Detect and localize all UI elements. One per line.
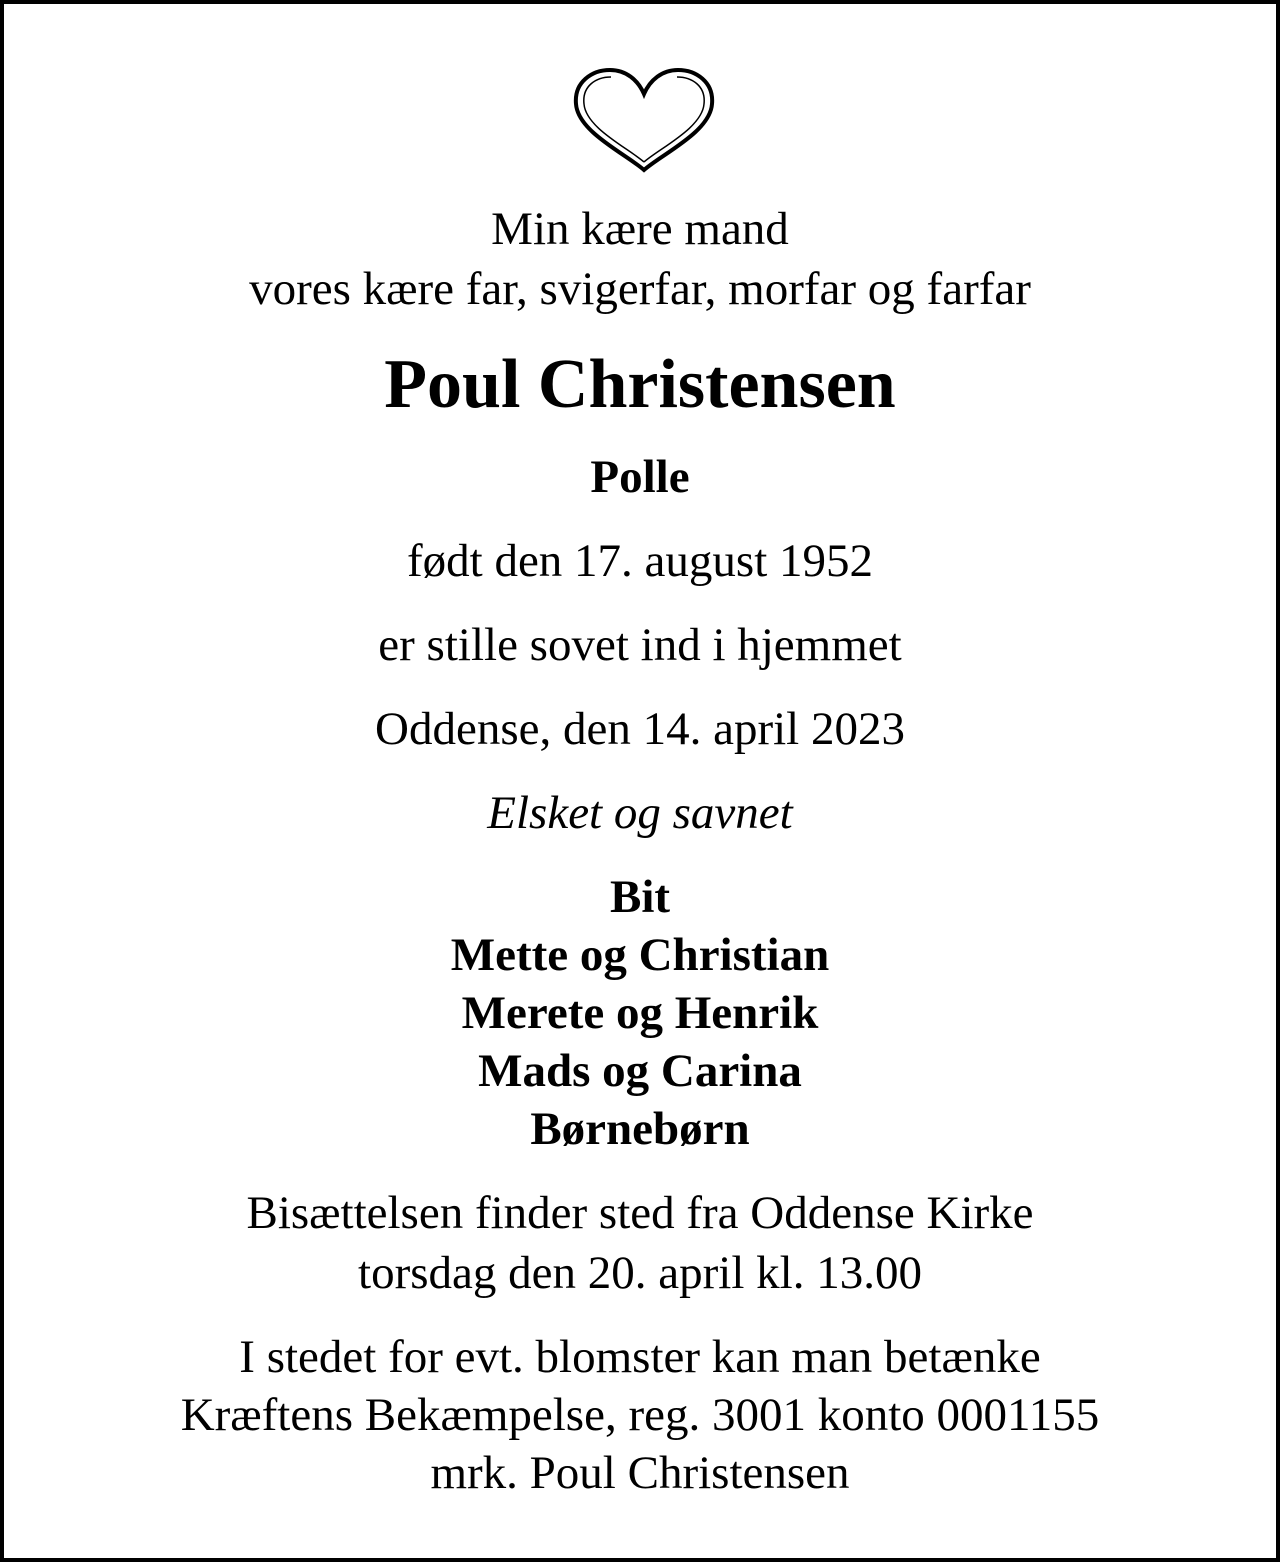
donation-line-3: mrk. Poul Christensen: [430, 1447, 850, 1499]
birth-date: født den 17. august 1952: [406, 535, 874, 587]
service-line-2: torsdag den 20. april kl. 13.00: [358, 1247, 922, 1299]
intro-line-2: vores kære far, svigerfar, morfar og farfar: [249, 263, 1031, 315]
family-member: Bit: [609, 871, 671, 923]
family-member: Børnebørn: [530, 1103, 750, 1155]
family-member: Mads og Carina: [478, 1045, 802, 1097]
donation-line-1: I stedet for evt. blomster kan man betænke: [239, 1331, 1041, 1383]
heart-outline-icon: [570, 66, 718, 174]
intro-line-1: Min kære mand: [491, 203, 789, 255]
donation-line-2: Kræftens Bekæmpelse, reg. 3001 konto 0001155: [180, 1389, 1100, 1441]
family-member: Mette og Christian: [450, 929, 830, 981]
tribute: Elsket og savnet: [487, 787, 793, 839]
service-line-1: Bisættelsen finder sted fra Oddense Kirke: [246, 1187, 1034, 1239]
passing-text: er stille sovet ind i hjemmet: [378, 619, 902, 671]
place-date: Oddense, den 14. april 2023: [375, 703, 905, 755]
family-member: Merete og Henrik: [461, 987, 819, 1039]
nickname: Polle: [590, 451, 690, 503]
deceased-name: Poul Christensen: [384, 346, 896, 423]
